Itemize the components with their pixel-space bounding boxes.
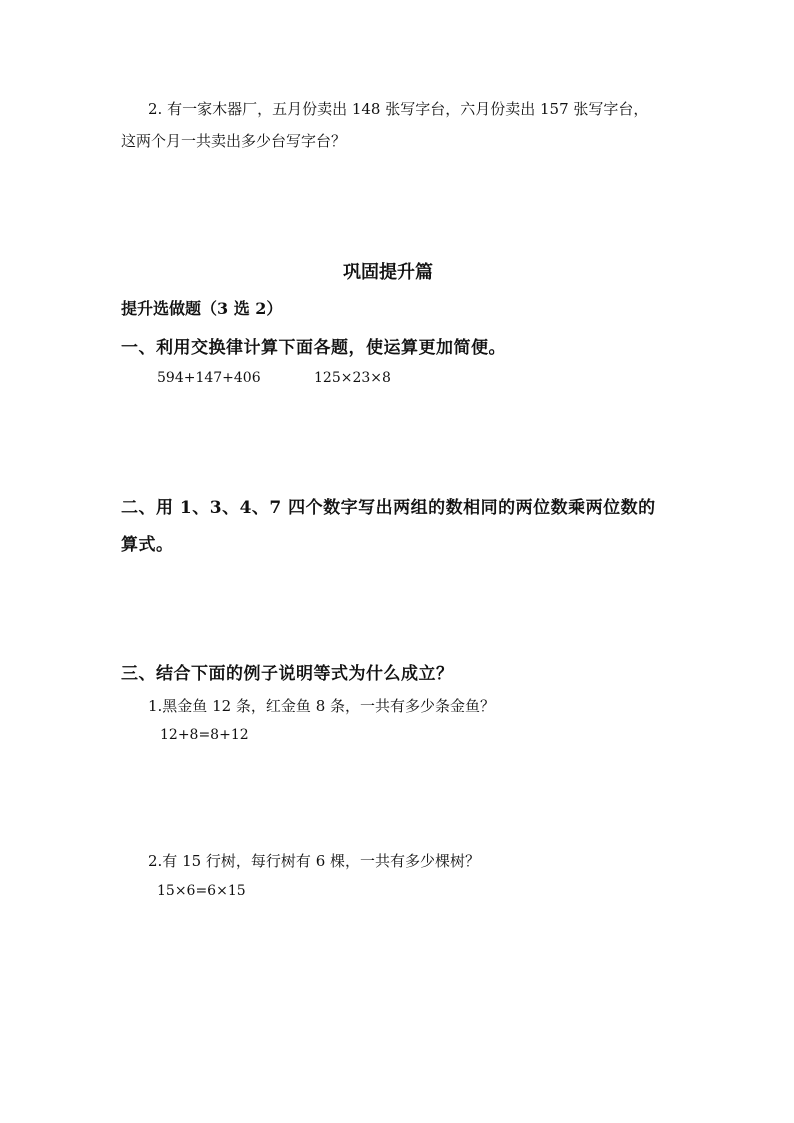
page-title: 巩固提升篇 [343,262,433,283]
section1-expression-1: 594+147+406 [157,370,261,386]
intro-problem-line2: 这两个月一共卖出多少台写字台？ [121,132,347,150]
section3-equation-1: 12+8=8+12 [160,727,249,743]
section2-heading-line1: 二、用 1、3、4、7 四个数字写出两组的数相同的两位数乘两位数的 [121,498,656,518]
section2-heading-line2: 算式。 [121,535,174,555]
section3-heading: 三、结合下面的例子说明等式为什么成立？ [121,664,454,684]
section1-heading: 一、利用交换律计算下面各题，使运算更加简便。 [121,338,506,358]
section3-question-2: 2.有 15 行树，每行树有 6 棵，一共有多少棵树？ [148,852,481,870]
section3-equation-2: 15×6=6×15 [157,883,246,899]
subtitle: 提升选做题（3 选 2） [121,299,283,318]
section3-question-1: 1.黑金鱼 12 条，红金鱼 8 条，一共有多少条金鱼？ [148,697,496,715]
intro-problem-line1: 2. 有一家木器厂，五月份卖出 148 张写字台，六月份卖出 157 张写字台， [148,100,649,118]
section1-expression-2: 125×23×8 [314,370,391,386]
